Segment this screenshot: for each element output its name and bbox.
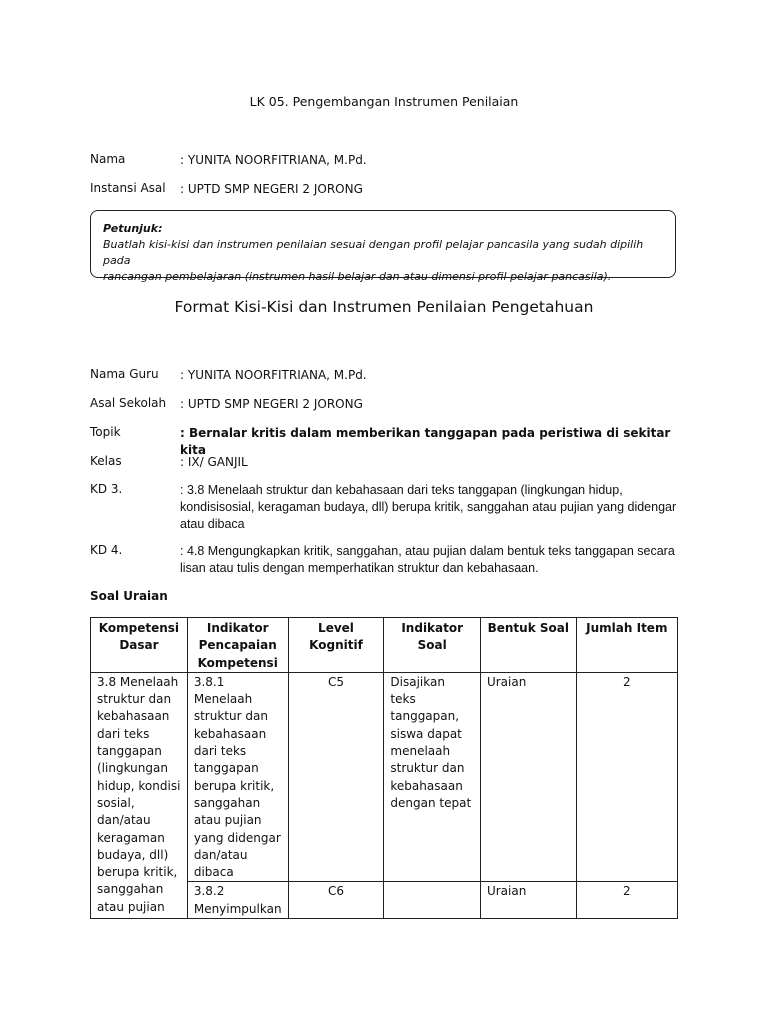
petunjuk-box — [90, 210, 676, 283]
jumlah-cell: 2 — [576, 672, 677, 882]
nama-value: : YUNITA NOORFITRIANA, M.Pd. — [180, 153, 367, 167]
header-indikator-soal: Indikator Soal — [384, 618, 481, 673]
indikator-soal-cell: Disajikan teks tanggapan, siswa dapat menelaah struktur dan kebahasaan dengan tepat — [384, 672, 481, 882]
instansi-value: : UPTD SMP NEGERI 2 JORONG — [180, 182, 363, 196]
kd4-value: : 4.8 Mengungkapkan kritik, sanggahan, atau pujian dalam bentuk teks tanggapan secara lisan atau tulis dengan memperhatikan struktur dan kebahasaan. — [180, 544, 675, 575]
kelas-value: : IX/ GANJIL — [180, 455, 248, 469]
form-subtitle: Format Kisi-Kisi dan Instrumen Penilaian Pengetahuan — [174, 298, 594, 316]
kisi-kisi-table — [90, 617, 678, 919]
table-row — [91, 672, 678, 882]
bentuk-cell: Uraian — [480, 882, 576, 919]
level-cell: C6 — [288, 882, 384, 919]
petunjuk-line-2: rancangan pembelajaran (instrumen hasil belajar dan atau dimensi profil pelajar pancasila). — [103, 270, 612, 283]
kelas-label: Kelas — [90, 454, 122, 468]
header-kompetensi-dasar: Kompetensi Dasar — [91, 618, 188, 673]
asal-sekolah-value: : UPTD SMP NEGERI 2 JORONG — [180, 397, 363, 411]
jumlah-cell: 2 — [576, 882, 677, 919]
level-cell: C5 — [288, 672, 384, 882]
soal-uraian-heading: Soal Uraian — [90, 589, 168, 603]
header-jumlah-item: Jumlah Item — [576, 618, 677, 673]
nama-guru-label: Nama Guru — [90, 367, 159, 381]
nama-label: Nama — [90, 152, 126, 166]
nama-guru-value: : YUNITA NOORFITRIANA, M.Pd. — [180, 368, 367, 382]
table-header-row — [91, 618, 678, 673]
indikator-cell: 3.8.2 Menyimpulkan — [187, 882, 288, 919]
kd-cell: 3.8 Menelaah struktur dan kebahasaan dari teks tanggapan (lingkungan hidup, kondisi sosial, dan/atau keragaman budaya, dll) berupa kritik, sanggahan atau pujian — [91, 672, 188, 918]
header-level-kognitif: Level Kognitif — [288, 618, 384, 673]
bentuk-cell: Uraian — [480, 672, 576, 882]
petunjuk-line-1: Buatlah kisi-kisi dan instrumen penilaian sesuai dengan profil pelajar pancasila yang sudah dipilih pada — [103, 238, 644, 267]
petunjuk-heading: Petunjuk: — [103, 222, 163, 235]
header-bentuk-soal: Bentuk Soal — [480, 618, 576, 673]
kd4-label: KD 4. — [90, 543, 123, 557]
indikator-cell: 3.8.1 Menelaah struktur dan kebahasaan dari teks tanggapan berupa kritik, sanggahan atau pujian yang didengar dan/atau dibaca — [187, 672, 288, 882]
topik-value: : Bernalar kritis dalam memberikan tanggapan pada peristiwa di sekitar kita — [180, 426, 671, 457]
document-title: LK 05. Pengembangan Instrumen Penilaian — [249, 94, 519, 109]
instansi-label: Instansi Asal — [90, 181, 166, 195]
asal-sekolah-label: Asal Sekolah — [90, 396, 167, 410]
kd3-value: : 3.8 Menelaah struktur dan kebahasaan dari teks tanggapan (lingkungan hidup, kondisisosial, keragaman budaya, dll) berupa kritik, sanggahan atau pujian yang didengar atau dibaca — [180, 483, 677, 531]
indikator-soal-cell — [384, 882, 481, 919]
header-indikator-pencapaian: Indikator Pencapaian Kompetensi — [187, 618, 288, 673]
topik-label: Topik — [90, 425, 121, 439]
kd3-label: KD 3. — [90, 482, 123, 496]
